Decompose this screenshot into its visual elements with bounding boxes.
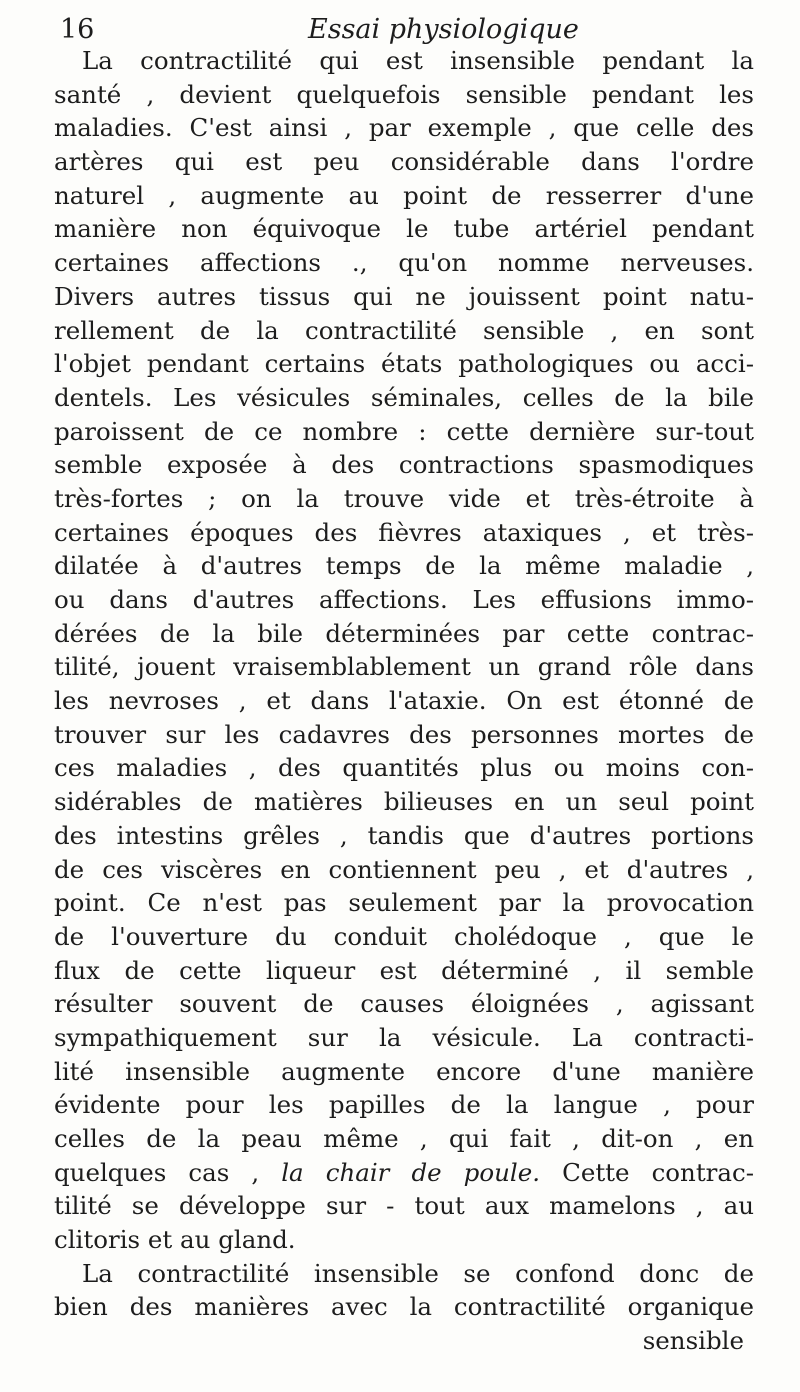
text-line: La contractilité qui est insensible pendant la [82,46,754,75]
text-fragment: Cette contrac- [540,1157,754,1187]
text-line: paroissent de ce nombre : cette dernière sur-tout [54,416,754,446]
page-number: 16 [60,14,95,45]
text-line: ou dans d'autres affections. Les effusions immo- [54,585,754,614]
text-line: maladies. C'est ainsi , par exemple , que celle des [54,113,754,143]
text-line: trouver sur les cadavres des personnes mortes de [54,719,754,749]
text-line: santé , devient quelquefois sensible pendant les [54,79,754,109]
text-line: naturel , augmente au point de resserrer d'une [54,180,754,210]
text-line: sidérables de matières bilieuses en un seul point [54,787,754,817]
text-line: ces maladies , des quantités plus ou moins con- [54,753,754,783]
paragraph-2 [54,1257,754,1324]
text-fragment: quelques cas , [54,1157,282,1187]
running-title: Essai physiologique [308,14,579,45]
text-line: rellement de la contractilité sensible , en sont [54,315,754,345]
text-line: flux de cette liqueur est déterminé , il semble [54,955,754,985]
text-line: très-fortes ; on la trouve vide et très-étroite à [54,483,754,513]
text-line: de l'ouverture du conduit cholédoque , que le [54,921,754,951]
text-line: clitoris et au gland. [54,1225,296,1255]
italic-phrase: la chair de poule. [281,1157,541,1187]
text-line: certaines époques des fièvres ataxiques , et très- [54,517,754,547]
text-line: artères qui est peu considérable dans l'ordre [54,147,754,177]
text-line: dentels. Les vésicules séminales, celles de la bile [54,382,754,412]
text-line: des intestins grêles , tandis que d'autres portions [54,820,754,850]
text-line: certaines affections ., qu'on nomme nerveuses. [54,248,754,278]
text-line: l'objet pendant certains états pathologiques ou acci- [54,349,754,379]
text-line: bien des manières avec la contractilité organique [54,1292,754,1322]
text-line: Divers autres tissus qui ne jouissent point natu- [54,281,754,311]
catchword: sensible [642,1326,744,1356]
text-line: résulter souvent de causes éloignées , agissant [54,989,754,1019]
text-line-with-italic [54,1156,754,1190]
text-line: point. Ce n'est pas seulement par la provocation [54,888,754,918]
text-line: tilité, jouent vraisemblablement un grand rôle dans [54,652,754,682]
body-text [54,44,754,1358]
text-line: semble exposée à des contractions spasmodiques [54,450,754,480]
text-line: dérées de la bile déterminées par cette contrac- [54,618,754,648]
text-line: évidente pour les papilles de la langue , pour [54,1090,754,1120]
text-line: tilité se développe sur - tout aux mamelons , au [54,1191,754,1221]
text-line: celles de la peau même , qui fait , dit-on , en [54,1124,754,1153]
paragraph-1 [54,44,754,1257]
text-line: dilatée à d'autres temps de la même maladie , [54,551,754,581]
text-line: manière non équivoque le tube artériel pendant [54,214,754,244]
text-line: de ces viscères en contiennent peu , et d'autres , [54,854,754,884]
text-line: lité insensible augmente encore d'une manière [54,1056,754,1086]
text-line: La contractilité insensible se confond donc de [82,1258,754,1288]
text-line: les nevroses , et dans l'ataxie. On est étonné de [54,686,754,716]
text-line: sympathiquement sur la vésicule. La contracti- [54,1022,754,1052]
